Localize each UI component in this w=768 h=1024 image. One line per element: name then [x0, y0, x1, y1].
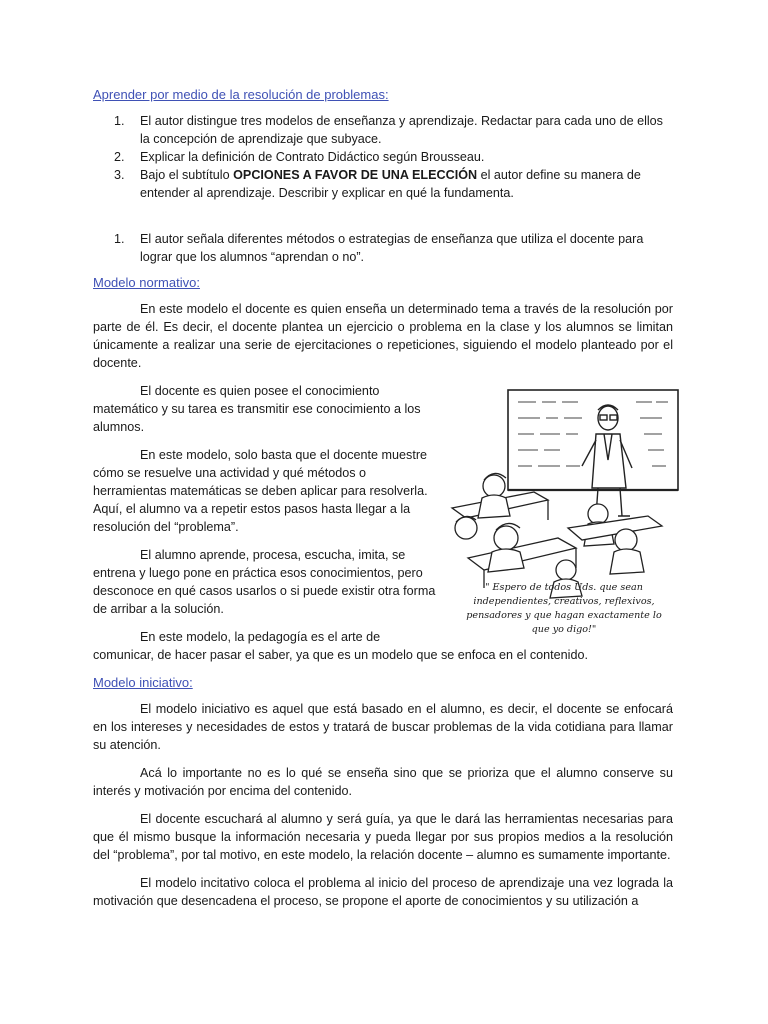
list-item	[93, 112, 673, 148]
paragraph: El docente escuchará al alumno y será guía, ya que le dará las herramientas necesarias para que él mismo busque la información necesaria y pueda llegar por sus propios medios a la resolución del “problema”, por tal motivo, en este modelo, la relación docente – alumno es sumamente importante.	[93, 812, 673, 862]
subheading-iniciativo: Modelo iniciativo:	[93, 675, 193, 690]
list-item-text-pre: Bajo el subtítulo	[140, 168, 234, 182]
list-item-text: El autor señala diferentes métodos o estrategias de enseñanza que utiliza el docente para lograr que los alumnos “aprendan o no”.	[140, 232, 644, 264]
answer-list	[93, 230, 673, 266]
paragraph: En este modelo el docente es quien enseña un determinado tema a través de la resolución por parte de él. Es decir, el docente plantea un ejercicio o problema en la clase y los alumnos se limitan únicamente a realizar una serie de ejercitaciones o repeticiones, siguiendo el modelo planteado por el docente.	[93, 302, 673, 370]
paragraph: El modelo incitativo coloca el problema al inicio del proceso de aprendizaje una vez lograda la motivación que desencadena el proceso, se propone el aporte de conocimientos y su utilización a	[93, 876, 673, 908]
list-item	[93, 230, 673, 266]
subheading-normativo: Modelo normativo:	[93, 275, 200, 290]
list-item	[93, 148, 673, 166]
list-number: 1.	[114, 114, 125, 128]
paragraph: El docente es quien posee el conocimiento matemático y su tarea es transmitir ese conocimiento a los alumnos.	[93, 384, 421, 434]
assignment-list	[93, 112, 673, 202]
section-heading: Aprender por medio de la resolución de problemas:	[93, 87, 389, 102]
cartoon-illustration	[448, 388, 680, 636]
cartoon-caption-line-1: " Espero de todos Uds. que sean	[485, 582, 643, 593]
cartoon-caption-line-4: que yo digo!"	[531, 624, 597, 635]
list-item-text-post: el autor define su manera de entender al aprendizaje. Describir y explicar en qué la fundamenta.	[140, 168, 641, 200]
paragraph: Acá lo importante no es lo qué se enseña sino que se prioriza que el alumno conserve su interés y motivación por encima del contenido.	[93, 766, 673, 798]
list-item-bold-subtitle: OPCIONES A FAVOR DE UNA ELECCIÓN	[233, 168, 478, 182]
paragraph: El alumno aprende, procesa, escucha, imita, se entrena y luego pone en práctica esos conocimientos, pero desconoce en qué casos usarlos o si puede existir otra forma de arribar a la solución.	[93, 548, 436, 616]
cartoon-drawing	[448, 388, 680, 636]
paragraph: El modelo iniciativo es aquel que está basado en el alumno, es decir, el docente se enfocará en los intereses y necesidades de estos y tratará de buscar problemas de la vida cotidiana para llamar su atención.	[93, 702, 673, 752]
cartoon-caption-line-2: independientes, creativos, reflexivos,	[473, 596, 655, 607]
document-content	[93, 86, 673, 920]
paragraph: En este modelo, solo basta que el docente muestre cómo se resuelve una actividad y qué métodos o herramientas matemáticas se deben aplicar para resolverla. Aquí, el alumno va a repetir estos pasos hasta llegar a la resolución del “problema”.	[93, 448, 428, 534]
paragraph: En este modelo, la pedagogía es el arte de comunicar, de hacer pasar el saber, ya que es un modelo que se enfoca en el contenido.	[93, 630, 588, 662]
list-number: 3.	[114, 168, 125, 182]
list-number: 1.	[114, 232, 125, 246]
list-item-text: Explicar la definición de Contrato Didáctico según Brousseau.	[140, 150, 485, 164]
list-number: 2.	[114, 150, 125, 164]
list-item	[93, 166, 673, 202]
cartoon-caption-line-3: pensadores y que hagan exactamente lo	[466, 610, 662, 621]
list-item-text: El autor distingue tres modelos de enseñanza y aprendizaje. Redactar para cada uno de ellos la concepción de aprendizaje que subyace.	[140, 114, 663, 146]
